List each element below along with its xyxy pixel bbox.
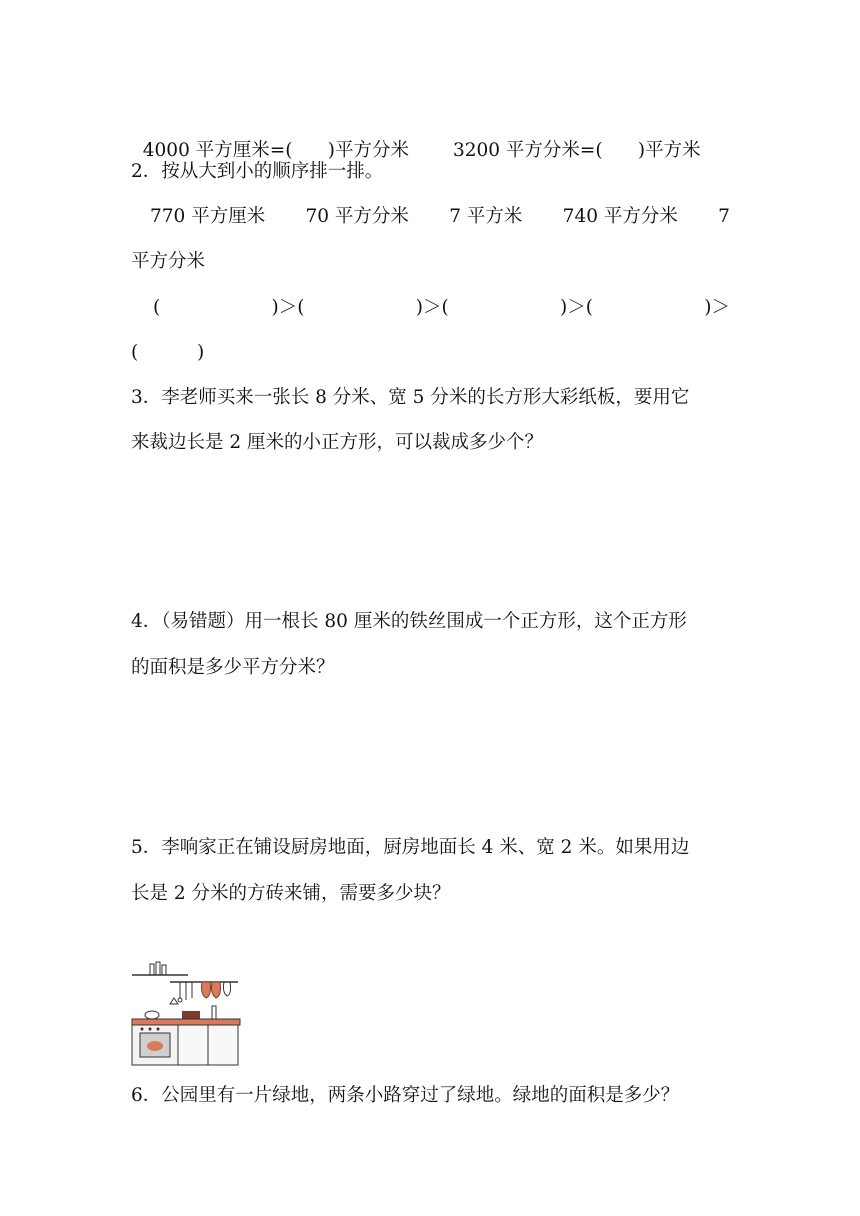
q4-line1: 4．（易错题）用一根长 80 厘米的铁丝围成一个正方形，这个正方形 bbox=[131, 611, 687, 632]
q6-line1: 6．公园里有一片绿地，两条小路穿过了绿地。绿地的面积是多少？ bbox=[131, 1085, 680, 1106]
conversion-1: 4000 平方厘米=( )平方分米 bbox=[142, 140, 409, 161]
q2-item: 740 平方分米 bbox=[562, 206, 678, 227]
conversion-2: 3200 平方分米=( )平方米 bbox=[452, 140, 701, 161]
answer-blank[interactable]: ( bbox=[153, 297, 161, 318]
q3-line2: 来裁边长是 2 厘米的小正方形，可以裁成多少个？ bbox=[131, 432, 544, 453]
q2-item-wrap: 平方分米 bbox=[131, 251, 206, 272]
kitchen-illustration bbox=[130, 958, 242, 1068]
answer-blank[interactable]: )＞( bbox=[415, 297, 449, 318]
q2-title: 2．按从大到小的顺序排一排。 bbox=[131, 161, 384, 182]
answer-blank-last[interactable]: ( ) bbox=[131, 342, 205, 363]
q2-item: 70 平方分米 bbox=[305, 206, 409, 227]
q2-item: 7 bbox=[718, 206, 730, 227]
answer-blank[interactable]: )＞( bbox=[271, 297, 305, 318]
q4-line2: 的面积是多少平方分米？ bbox=[131, 657, 335, 678]
q5-line2: 长是 2 分米的方砖来铺，需要多少块？ bbox=[131, 883, 451, 904]
q3-line1: 3．李老师买来一张长 8 分米、宽 5 分米的长方形大彩纸板，要用它 bbox=[131, 387, 690, 408]
answer-blank[interactable]: )＞( bbox=[560, 297, 593, 318]
q2-item: 7 平方米 bbox=[449, 206, 523, 227]
conversion-line bbox=[131, 115, 701, 163]
q2-items-row bbox=[150, 205, 730, 229]
q2-answer-row bbox=[153, 296, 730, 320]
answer-blank[interactable]: )＞ bbox=[704, 297, 730, 318]
q5-line1: 5．李响家正在铺设厨房地面，厨房地面长 4 米、宽 2 米。如果用边 bbox=[131, 837, 690, 858]
kitchen-drawing bbox=[130, 958, 242, 1068]
q2-item: 770 平方厘米 bbox=[150, 206, 266, 227]
